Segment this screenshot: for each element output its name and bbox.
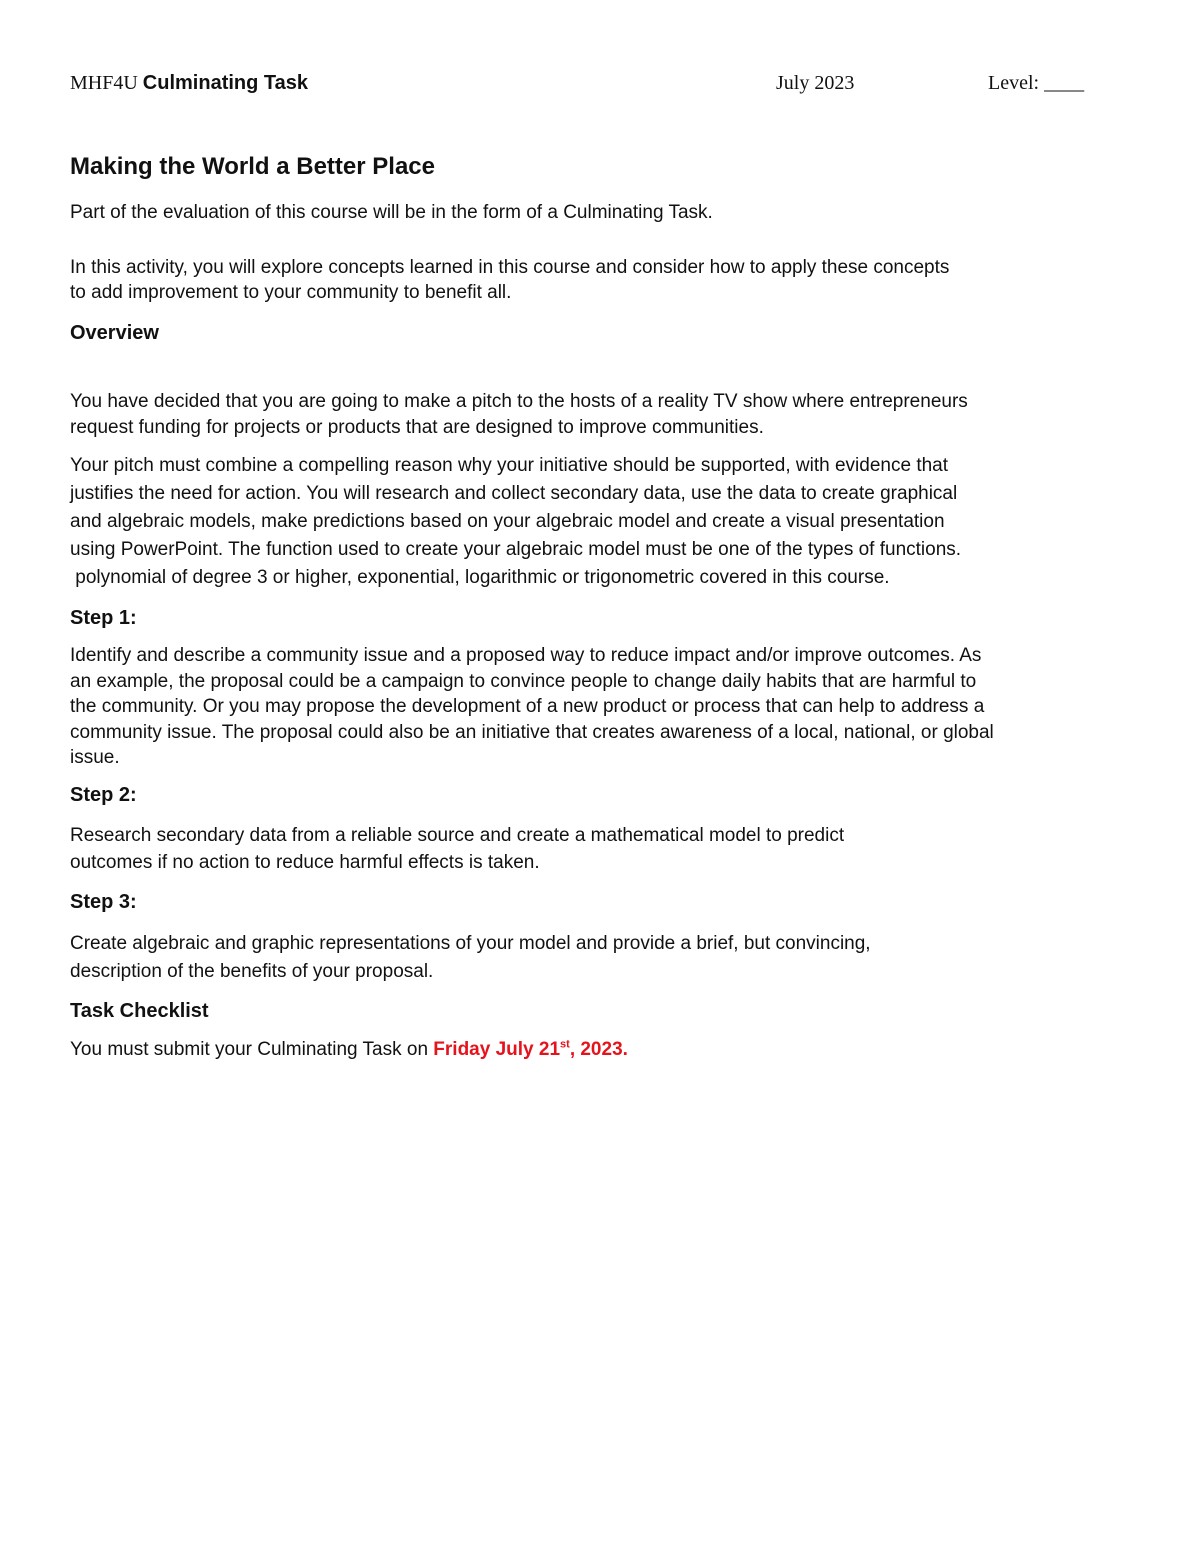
header-date: July 2023 xyxy=(776,72,855,94)
step1-paragraph xyxy=(70,643,1130,771)
checklist-paragraph xyxy=(70,1037,1130,1063)
due-date xyxy=(433,1039,628,1060)
checklist-text: You must submit your Culminating Task on xyxy=(70,1039,434,1060)
step3-paragraph xyxy=(70,930,1130,986)
step3-line: Create algebraic and graphic representations of your model and provide a brief, but convincing, xyxy=(70,933,871,954)
step2-heading: Step 2: xyxy=(70,784,137,806)
step3-heading: Step 3: xyxy=(70,891,137,913)
overview-line: and algebraic models, make predictions based on your algebraic model and create a visual presentation xyxy=(70,511,945,532)
step1-line: the community. Or you may propose the development of a new product or process that can help to address a xyxy=(70,696,985,717)
overview-paragraph-1 xyxy=(70,389,1130,441)
overview-line: Your pitch must combine a compelling reason why your initiative should be supported, with evidence that xyxy=(70,455,949,476)
document-title: Making the World a Better Place xyxy=(70,153,435,180)
course-code: MHF4U xyxy=(70,72,138,94)
step1-line: Identify and describe a community issue and a proposed way to reduce impact and/or improve outcomes. As xyxy=(70,645,982,666)
overview-heading: Overview xyxy=(70,322,159,344)
step2-paragraph xyxy=(70,822,1130,876)
intro-paragraph-1: Part of the evaluation of this course will be in the form of a Culminating Task. xyxy=(70,202,713,223)
overview-paragraph-2 xyxy=(70,452,1130,592)
overview-line: polynomial of degree 3 or higher, exponential, logarithmic or trigonometric covered in this course. xyxy=(70,567,890,588)
due-date-suffix: st xyxy=(560,1038,570,1051)
due-date-year: , 2023. xyxy=(569,1039,628,1060)
step1-line: an example, the proposal could be a campaign to convince people to change daily habits that are harmful to xyxy=(70,670,977,692)
intro-line: In this activity, you will explore concepts learned in this course and consider how to apply these concepts xyxy=(70,257,950,278)
overview-line: You have decided that you are going to make a pitch to the hosts of a reality TV show where entrepreneurs xyxy=(70,391,968,412)
page-header xyxy=(70,72,1110,102)
due-date-main: Friday July 21 xyxy=(433,1039,561,1060)
checklist-heading: Task Checklist xyxy=(70,1000,209,1022)
step1-line: issue. xyxy=(70,747,120,768)
overview-line: justifies the need for action. You will research and collect secondary data, use the data to create graphical xyxy=(70,483,958,504)
task-label: Culminating Task xyxy=(142,72,309,94)
header-level: Level: ____ xyxy=(988,72,1085,94)
step2-line: Research secondary data from a reliable source and create a mathematical model to predict xyxy=(70,825,845,846)
step3-line: description of the benefits of your proposal. xyxy=(70,961,434,982)
step2-line: outcomes if no action to reduce harmful effects is taken. xyxy=(70,852,540,873)
overview-line: request funding for projects or products that are designed to improve communities. xyxy=(70,417,764,438)
intro-line: to add improvement to your community to benefit all. xyxy=(70,282,512,303)
step1-line: community issue. The proposal could also be an initiative that creates awareness of a local, national, or global xyxy=(70,721,994,743)
overview-line: using PowerPoint. The function used to create your algebraic model must be one of the types of functions. xyxy=(70,539,962,560)
step1-heading: Step 1: xyxy=(70,607,137,629)
intro-paragraph-2 xyxy=(70,255,1130,305)
header-course xyxy=(70,72,308,95)
